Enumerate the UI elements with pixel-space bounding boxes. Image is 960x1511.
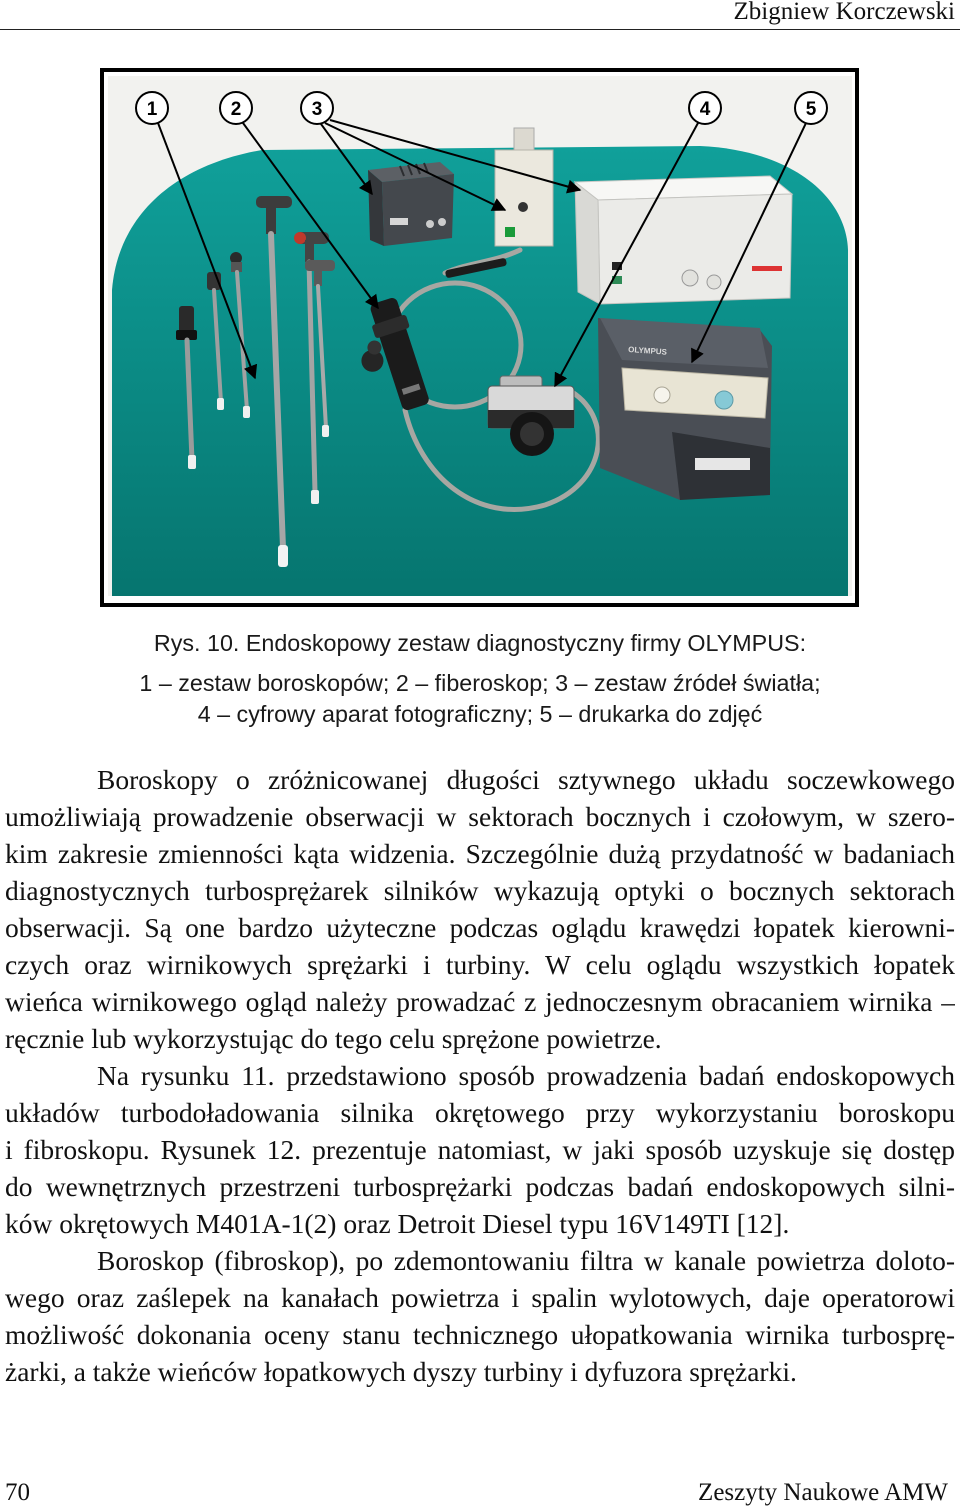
paragraph-line: ków okrętowych M401A-1(2) oraz Detroit Diesel typu 16V149TI [12]. [5, 1208, 790, 1239]
running-header-author: Zbigniew Korczewski [733, 0, 955, 25]
photo-printer [598, 318, 772, 500]
light-source-large [575, 176, 792, 304]
running-footer-journal: Zeszyty Naukowe AMW [698, 1479, 948, 1506]
paragraph-line: czych oraz wirnikowych sprężarki i turbiny. W celu oglądu wszystkich łopatek [5, 949, 955, 980]
callout-1 [136, 92, 168, 124]
paragraph-line: Boroskopy o zróżnicowanej długości sztywnego układu soczewkowego [97, 764, 955, 795]
page-number: 70 [5, 1479, 30, 1506]
body-text [5, 761, 955, 1390]
callout-5 [795, 92, 827, 124]
paragraph-line: Na rysunku 11. przedstawiono sposób prowadzenia badań endoskopowych [97, 1060, 955, 1091]
printer-brand-label: OLYMPUS [627, 345, 668, 357]
light-source-dark [368, 162, 454, 246]
paragraph-line: Boroskop (fibroskop), po zdemontowaniu filtra w kanale powietrza doloto- [97, 1245, 955, 1276]
paragraph-line: układów turbodoładowania silnika okrętowego przy wykorzystaniu boroskopu [5, 1097, 955, 1128]
callout-number: 4 [699, 99, 711, 120]
paragraph-line: możliwość dokonania oceny stanu technicznego ułopatkowania wirnika turbosprę- [5, 1319, 955, 1350]
paragraph-line: wieńca wirnikowego ogląd należy prowadzać z jednoczesnym obracaniem wirnika – [5, 986, 955, 1017]
paragraph-line: wego oraz zaślepek na kanałach powietrza i spalin wylotowych, daje operatorowi [5, 1282, 955, 1313]
callout-2 [220, 92, 252, 124]
figure-caption-legend: 4 – cyfrowy aparat fotograficzny; 5 – drukarka do zdjęć [197, 701, 763, 727]
paragraph-line: do wewnętrznych przestrzeni turbosprężarki podczas badań endoskopowych silni- [5, 1171, 955, 1202]
paragraph-line: żarki, a także wieńców łopatkowych dyszy turbiny i dyfuzora sprężarki. [5, 1356, 797, 1387]
figure-photo [100, 68, 860, 609]
callout-number: 2 [230, 99, 242, 120]
paragraph-line: umożliwiają prowadzenie obserwacji w sektorach bocznych i czołowym, w szero- [5, 801, 955, 832]
paragraph-line: i fibroskopu. Rysunek 12. prezentuje natomiast, w jaki sposób uzyskuje się dostęp [5, 1134, 955, 1165]
figure-caption-title: Rys. 10. Endoskopowy zestaw diagnostyczny firmy OLYMPUS: [153, 630, 807, 656]
callout-3 [301, 92, 333, 124]
header-rule [0, 29, 960, 30]
paragraph-line: diagnostycznych turbosprężarek silników wykazują optyki o bocznych sektorach [5, 875, 955, 906]
callout-4 [689, 92, 721, 124]
callout-number: 1 [146, 99, 158, 120]
callout-number: 5 [805, 99, 817, 120]
callout-number: 3 [311, 99, 323, 120]
paragraph-line: ręcznie lub wykorzystując do tego celu sprężone powietrze. [5, 1023, 662, 1054]
figure-caption-legend: 1 – zestaw boroskopów; 2 – fiberoskop; 3 – zestaw źródeł światła; [139, 670, 821, 696]
paragraph-line: obserwacji. Są one bardzo użyteczne podczas oglądu krawędzi łopatek kierowni- [5, 912, 955, 943]
paragraph-line: kim zakresie zmienności kąta widzenia. Szczególnie dużą przydatność w badaniach [5, 838, 955, 869]
